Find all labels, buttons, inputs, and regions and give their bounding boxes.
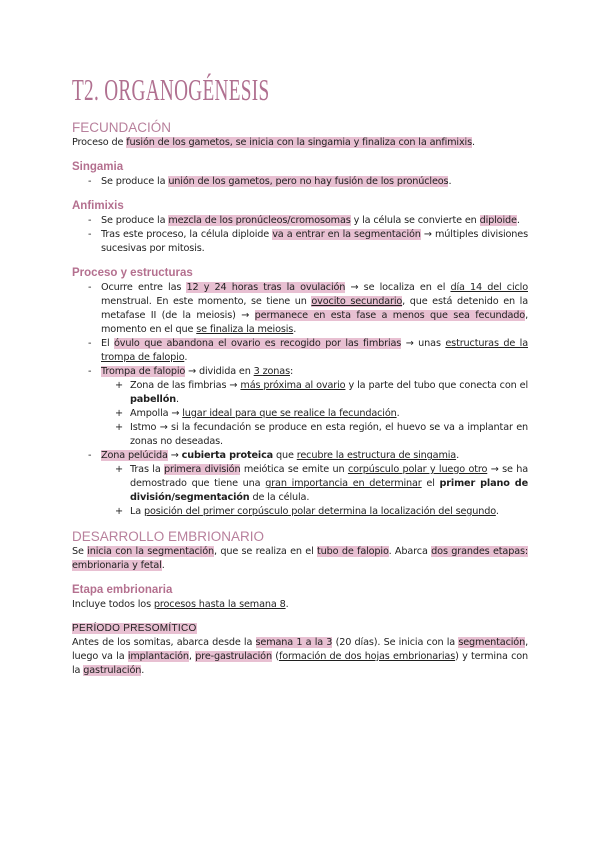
- section-heading-fecundacion: FECUNDACIÓN: [72, 120, 172, 135]
- fecundacion-intro: Proceso de fusión de los gametos, se inicia con la singamia y finaliza con la anfimixis.: [72, 137, 475, 148]
- heading-proceso: Proceso y estructuras: [72, 267, 193, 279]
- singamia-list: [72, 175, 528, 189]
- heading-etapa-embrionaria: Etapa embrionaria: [72, 584, 173, 596]
- etapa-text: Incluye todos los procesos hasta la semana 8.: [72, 599, 289, 610]
- document-page: [72, 72, 528, 678]
- list-item: - Zona pelúcida → cubierta proteica que recubre la estructura de singamia. + Tras la primera división meiótica se emite un corpúsculo polar y luego otro → se ha demostrado que tiene una gran importancia en determinar el primer plano de división/segmentación de la célula. + La posición del primer corpúsculo polar determina la localización del segundo.: [72, 449, 528, 519]
- list-item: - El óvulo que abandona el ovario es recogido por las fimbrias → unas estructuras de la trompa de falopio.: [88, 338, 529, 363]
- page-title: T2. ORGANOGÉNESIS: [72, 72, 270, 107]
- list-item: + Ampolla → lugar ideal para que se realice la fecundación.: [115, 408, 400, 419]
- list-item: + Tras la primera división meiótica se emite un corpúsculo polar y luego otro → se ha demostrado que tiene una gran importancia en determinar el primer plano de división/segmentación de la célula.: [115, 464, 528, 503]
- list-item: - Tras este proceso, la célula diploide va a entrar en la segmentación → múltiples divisiones sucesivas por mitosis.: [88, 229, 528, 254]
- proceso-list: [72, 281, 528, 519]
- list-item: - Trompa de falopio → dividida en 3 zonas: + Zona de las fimbrias → más próxima al ovario y la parte del tubo que conecta con el pabellón. + Ampolla → lugar ideal para que se realice la fecundación. + Istmo → si la fecundación se produce en esta región, el huevo se va a implantar en zonas no deseadas.: [72, 365, 528, 449]
- list-item: - Ocurre entre las 12 y 24 horas tras la ovulación → se localiza en el día 14 del ciclo menstrual. En este momento, se tiene un ovocito secundario, que está detenido en la metafase II (de la meiosis) → permanece en esta fase a menos que sea fecundado, momento en el que se finaliza la meiosis.: [88, 282, 528, 335]
- section-heading-desarrollo: DESARROLLO EMBRIONARIO: [72, 529, 265, 544]
- list-item: - Se produce la mezcla de los pronúcleos/cromosomas y la célula se convierte en diploide.: [88, 215, 520, 226]
- heading-singamia: Singamia: [72, 161, 124, 173]
- sublist: [101, 379, 528, 449]
- list-item: - Se produce la unión de los gametos, pero no hay fusión de los pronúcleos.: [88, 176, 452, 187]
- list-item: + La posición del primer corpúsculo polar determina la localización del segundo.: [115, 506, 499, 517]
- desarrollo-intro: Se inicia con la segmentación, que se realiza en el tubo de falopio. Abarca dos grandes etapas: embrionaria y fetal.: [72, 546, 529, 571]
- anfimixis-list: [72, 214, 528, 256]
- sublist: [101, 463, 528, 519]
- list-item: + Zona de las fimbrias → más próxima al ovario y la parte del tubo que conecta con el pabellón.: [115, 380, 528, 405]
- heading-presomitico: PERÍODO PRESOMÍTICO: [72, 623, 197, 634]
- presomitico-text: Antes de los somitas, abarca desde la semana 1 a la 3 (20 días). Se inicia con la segmentación, luego va la implantación, pre-gastrulación (formación de dos hojas embrionarias) y termina con la gastrulación.: [72, 637, 529, 676]
- heading-anfimixis: Anfimixis: [72, 200, 124, 212]
- list-item: + Istmo → si la fecundación se produce en esta región, el huevo se va a implantar en zonas no deseadas.: [115, 422, 528, 447]
